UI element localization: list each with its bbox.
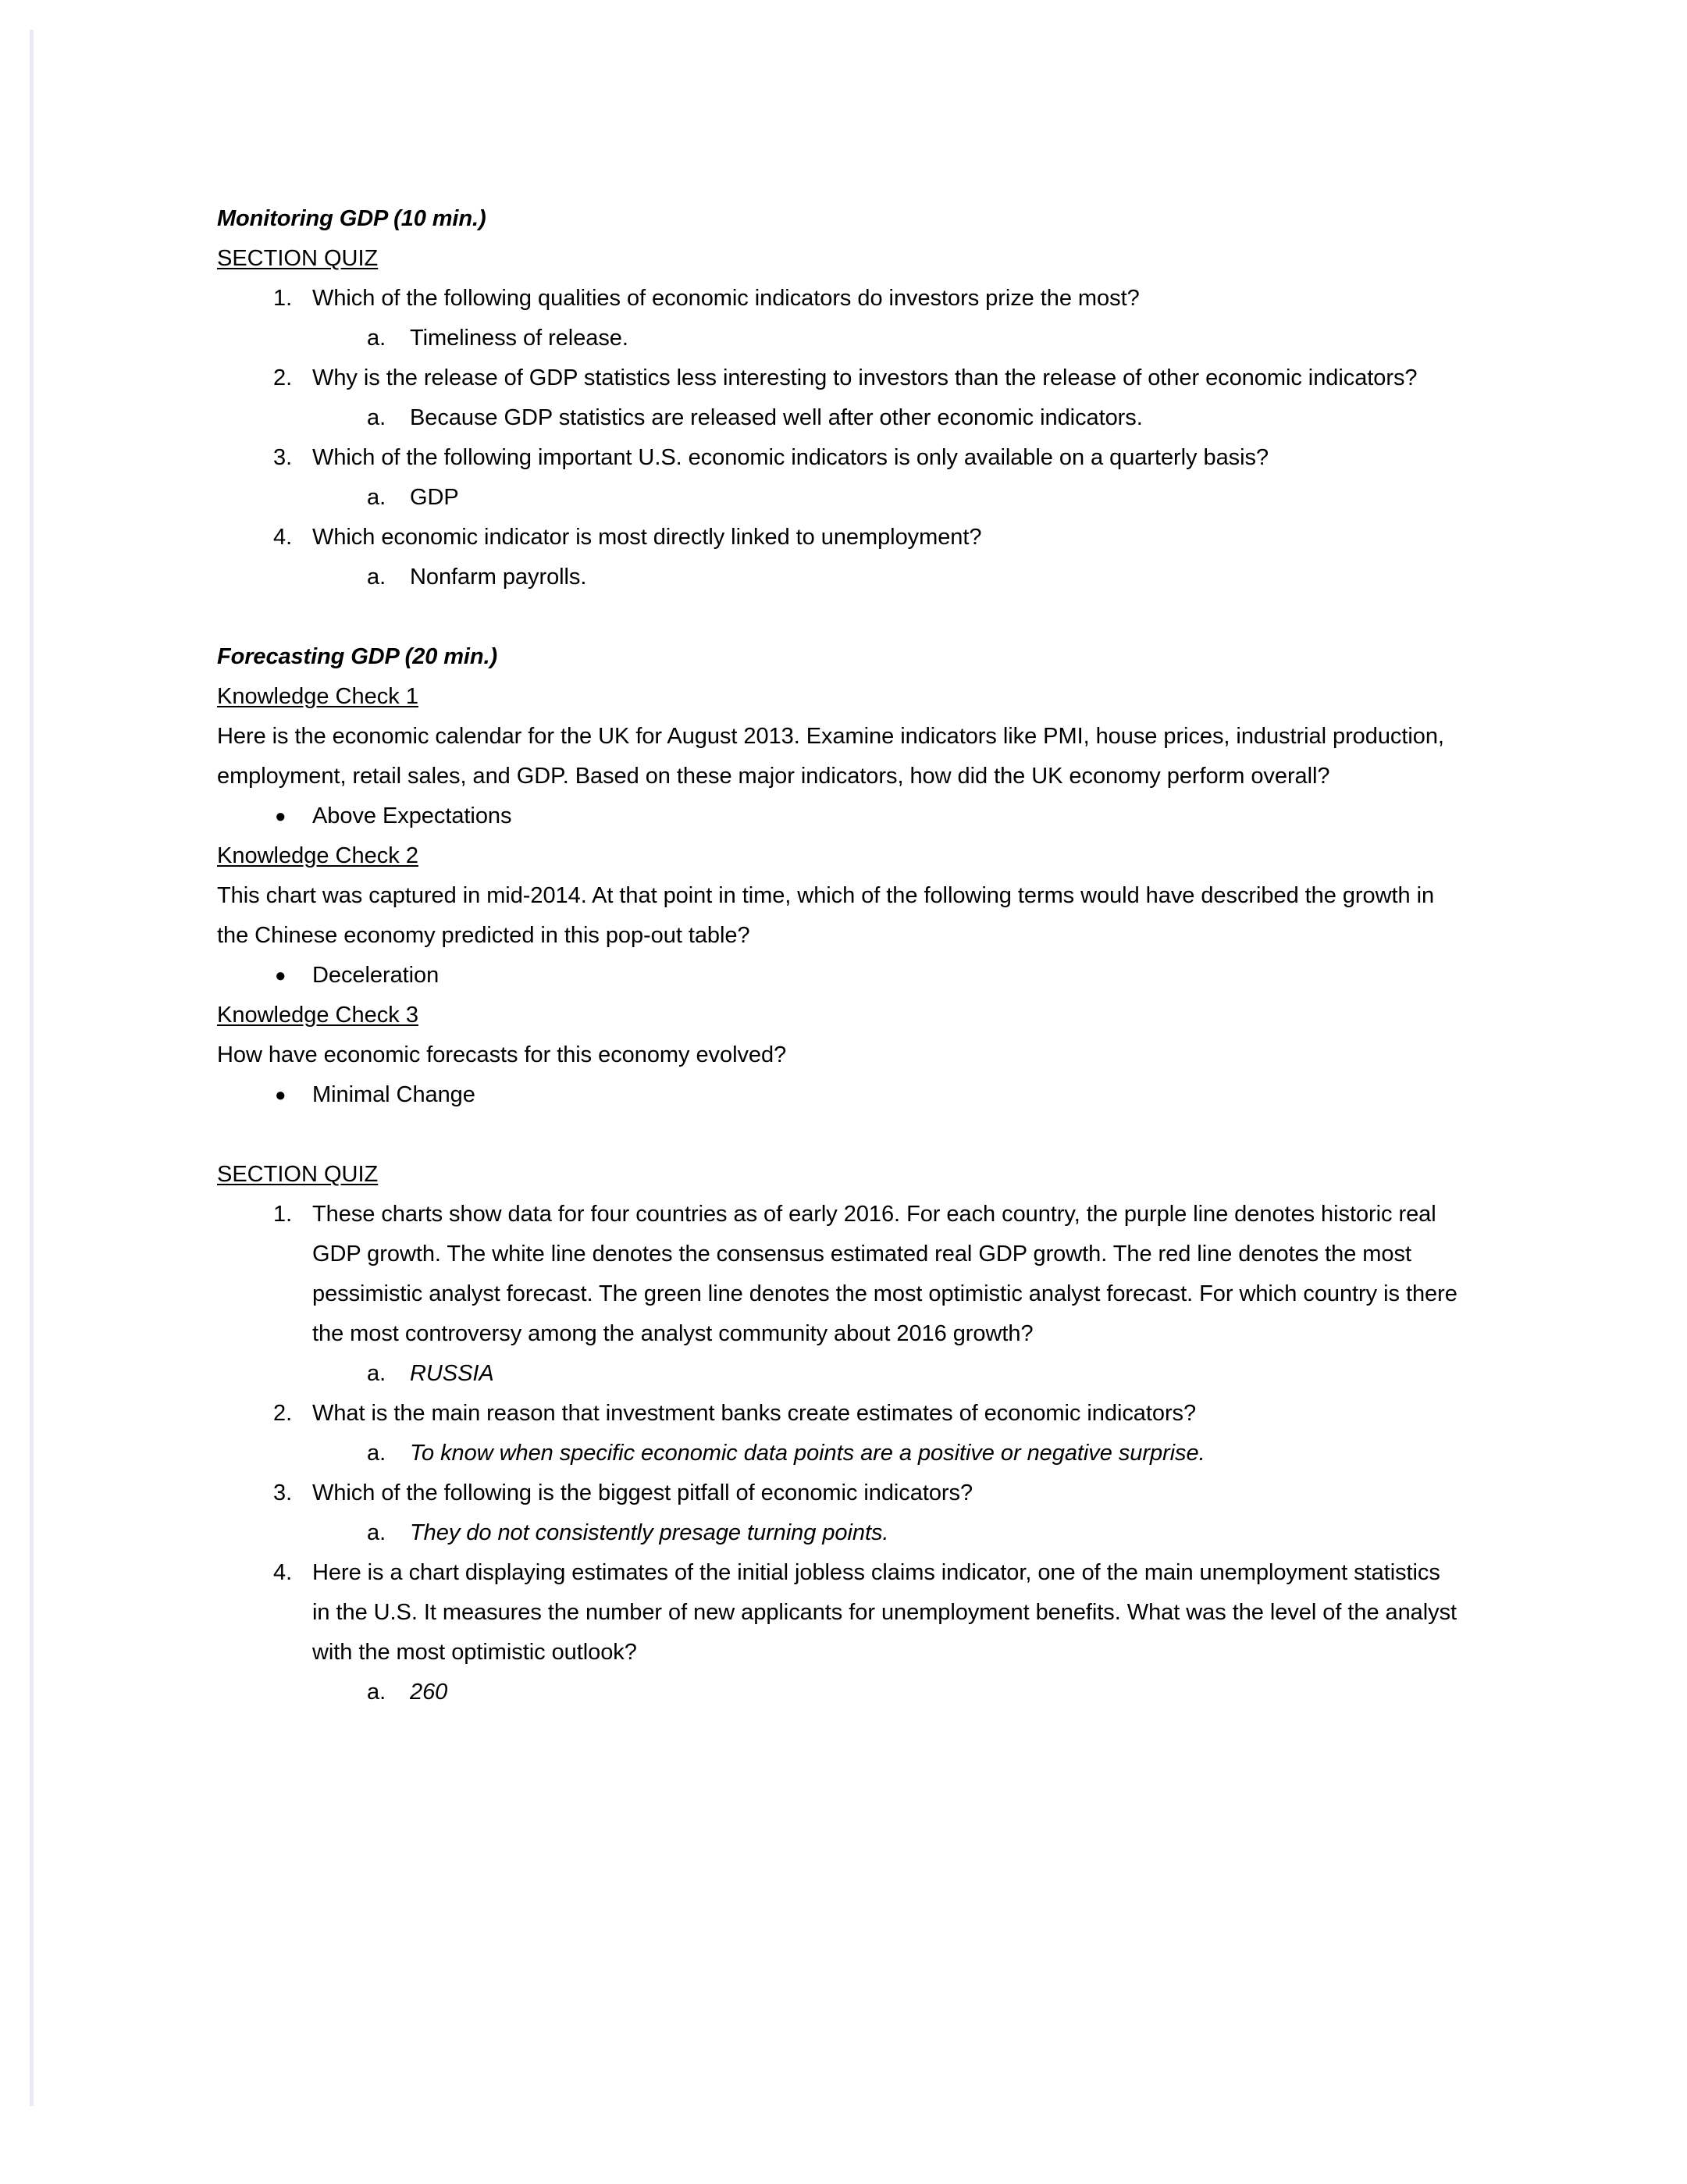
quiz2-question-4-number: 4.	[273, 1560, 293, 1585]
section-heading-monitoring-gdp: Monitoring GDP (10 min.)	[217, 206, 486, 231]
quiz1-question-4-number: 4.	[273, 525, 293, 550]
quiz1-question-2-text: Why is the release of GDP statistics less interesting to investors than the release of other economic indicators?	[312, 365, 1418, 390]
knowledge-check-2-answer	[217, 956, 1458, 996]
quiz1-question-4-text: Which economic indicator is most directly linked to unemployment?	[312, 525, 982, 550]
quiz1-answer-2-text: Because GDP statistics are released well after other economic indicators.	[410, 405, 1143, 430]
section-spacer-1	[217, 597, 1458, 637]
quiz2-answer-3	[217, 1513, 1458, 1553]
knowledge-check-3-answer-text: Minimal Change	[312, 1082, 475, 1107]
knowledge-check-2-title	[217, 836, 1458, 876]
quiz1-answer-1-marker: a.	[367, 326, 386, 351]
knowledge-check-1-title	[217, 677, 1458, 717]
knowledge-check-3-prompt: How have economic forecasts for this economy evolved?	[217, 1042, 787, 1067]
knowledge-check-3-title	[217, 996, 1458, 1035]
quiz2-answer-1-text: RUSSIA	[410, 1361, 494, 1386]
quiz2-answer-4-marker: a.	[367, 1680, 386, 1705]
quiz1-answer-2	[217, 398, 1458, 438]
section-quiz-label-1	[217, 239, 1458, 279]
quiz2-answer-3-marker: a.	[367, 1520, 386, 1545]
quiz1-answer-4-text: Nonfarm payrolls.	[410, 565, 587, 590]
quiz2-answer-2-text: To know when specific economic data points are a positive or negative surprise.	[410, 1441, 1205, 1466]
quiz2-question-1	[217, 1195, 1458, 1354]
quiz1-answer-4-marker: a.	[367, 565, 386, 590]
quiz2-answer-2	[217, 1434, 1458, 1473]
quiz2-question-4-text: Here is a chart displaying estimates of the initial jobless claims indicator, one of the main unemployment statistics in the U.S. It measures the number of new applicants for unemployment benefits. What was the level of the analyst with the most optimistic outlook?	[312, 1560, 1457, 1665]
quiz1-question-1-number: 1.	[273, 286, 293, 311]
quiz2-answer-3-text: They do not consistently presage turning points.	[410, 1520, 889, 1545]
quiz1-question-4	[217, 518, 1458, 558]
knowledge-check-3-answer	[217, 1075, 1458, 1115]
quiz1-answer-1-text: Timeliness of release.	[410, 326, 628, 351]
knowledge-check-1-prompt: Here is the economic calendar for the UK for August 2013. Examine indicators like PMI, house prices, industrial production, employment, retail sales, and GDP. Based on these major indicators, how did the UK economy perform overall?	[217, 724, 1444, 789]
bullet-icon: ●	[275, 1085, 287, 1106]
quiz2-answer-4-text: 260	[410, 1680, 448, 1705]
section-quiz-label-1-text: SECTION QUIZ	[217, 246, 379, 271]
quiz1-question-1	[217, 279, 1458, 319]
knowledge-check-2-prompt: This chart was captured in mid-2014. At that point in time, which of the following terms would have described the growth in the Chinese economy predicted in this pop-out table?	[217, 883, 1435, 948]
knowledge-check-3-title-text: Knowledge Check 3	[217, 1003, 418, 1028]
quiz1-answer-2-marker: a.	[367, 405, 386, 430]
quiz1-question-2-number: 2.	[273, 365, 293, 390]
quiz2-answer-1	[217, 1354, 1458, 1394]
quiz2-question-1-number: 1.	[273, 1202, 293, 1227]
section-heading-forecasting-gdp: Forecasting GDP (20 min.)	[217, 644, 497, 669]
quiz1-answer-4	[217, 558, 1458, 597]
document-body	[217, 199, 1458, 1712]
quiz2-question-4	[217, 1553, 1458, 1673]
quiz2-answer-2-marker: a.	[367, 1441, 386, 1466]
section-quiz-label-2-text: SECTION QUIZ	[217, 1162, 379, 1187]
quiz2-answer-4	[217, 1673, 1458, 1712]
quiz1-answer-3-text: GDP	[410, 485, 459, 510]
section-spacer-2	[217, 1115, 1458, 1155]
quiz1-question-2	[217, 358, 1458, 398]
quiz1-answer-1	[217, 319, 1458, 358]
quiz1-question-3-number: 3.	[273, 445, 293, 470]
quiz1-question-3-text: Which of the following important U.S. economic indicators is only available on a quarterly basis?	[312, 445, 1269, 470]
bullet-icon: ●	[275, 965, 287, 986]
page-margin-rule	[30, 30, 34, 2106]
quiz2-question-3-number: 3.	[273, 1480, 293, 1505]
quiz2-question-2-text: What is the main reason that investment banks create estimates of economic indicators?	[312, 1401, 1197, 1426]
section-quiz-label-2	[217, 1155, 1458, 1195]
quiz2-question-2	[217, 1394, 1458, 1434]
quiz2-answer-1-marker: a.	[367, 1361, 386, 1386]
knowledge-check-1-title-text: Knowledge Check 1	[217, 684, 418, 709]
quiz1-answer-3	[217, 478, 1458, 518]
bullet-icon: ●	[275, 806, 287, 827]
quiz2-question-3-text: Which of the following is the biggest pitfall of economic indicators?	[312, 1480, 973, 1505]
quiz1-question-3	[217, 438, 1458, 478]
knowledge-check-2-title-text: Knowledge Check 2	[217, 843, 418, 868]
quiz1-answer-3-marker: a.	[367, 485, 386, 510]
knowledge-check-1-answer	[217, 796, 1458, 836]
knowledge-check-2-answer-text: Deceleration	[312, 963, 440, 988]
quiz2-question-3	[217, 1473, 1458, 1513]
quiz2-question-1-text: These charts show data for four countries as of early 2016. For each country, the purple line denotes historic real GDP growth. The white line denotes the consensus estimated real GDP growth. The red line denotes the most pessimistic analyst forecast. The green line denotes the most optimistic analyst forecast. For which country is there the most controversy among the analyst community about 2016 growth?	[312, 1202, 1457, 1346]
knowledge-check-1-answer-text: Above Expectations	[312, 803, 512, 828]
quiz2-question-2-number: 2.	[273, 1401, 293, 1426]
quiz1-question-1-text: Which of the following qualities of economic indicators do investors prize the most?	[312, 286, 1140, 311]
